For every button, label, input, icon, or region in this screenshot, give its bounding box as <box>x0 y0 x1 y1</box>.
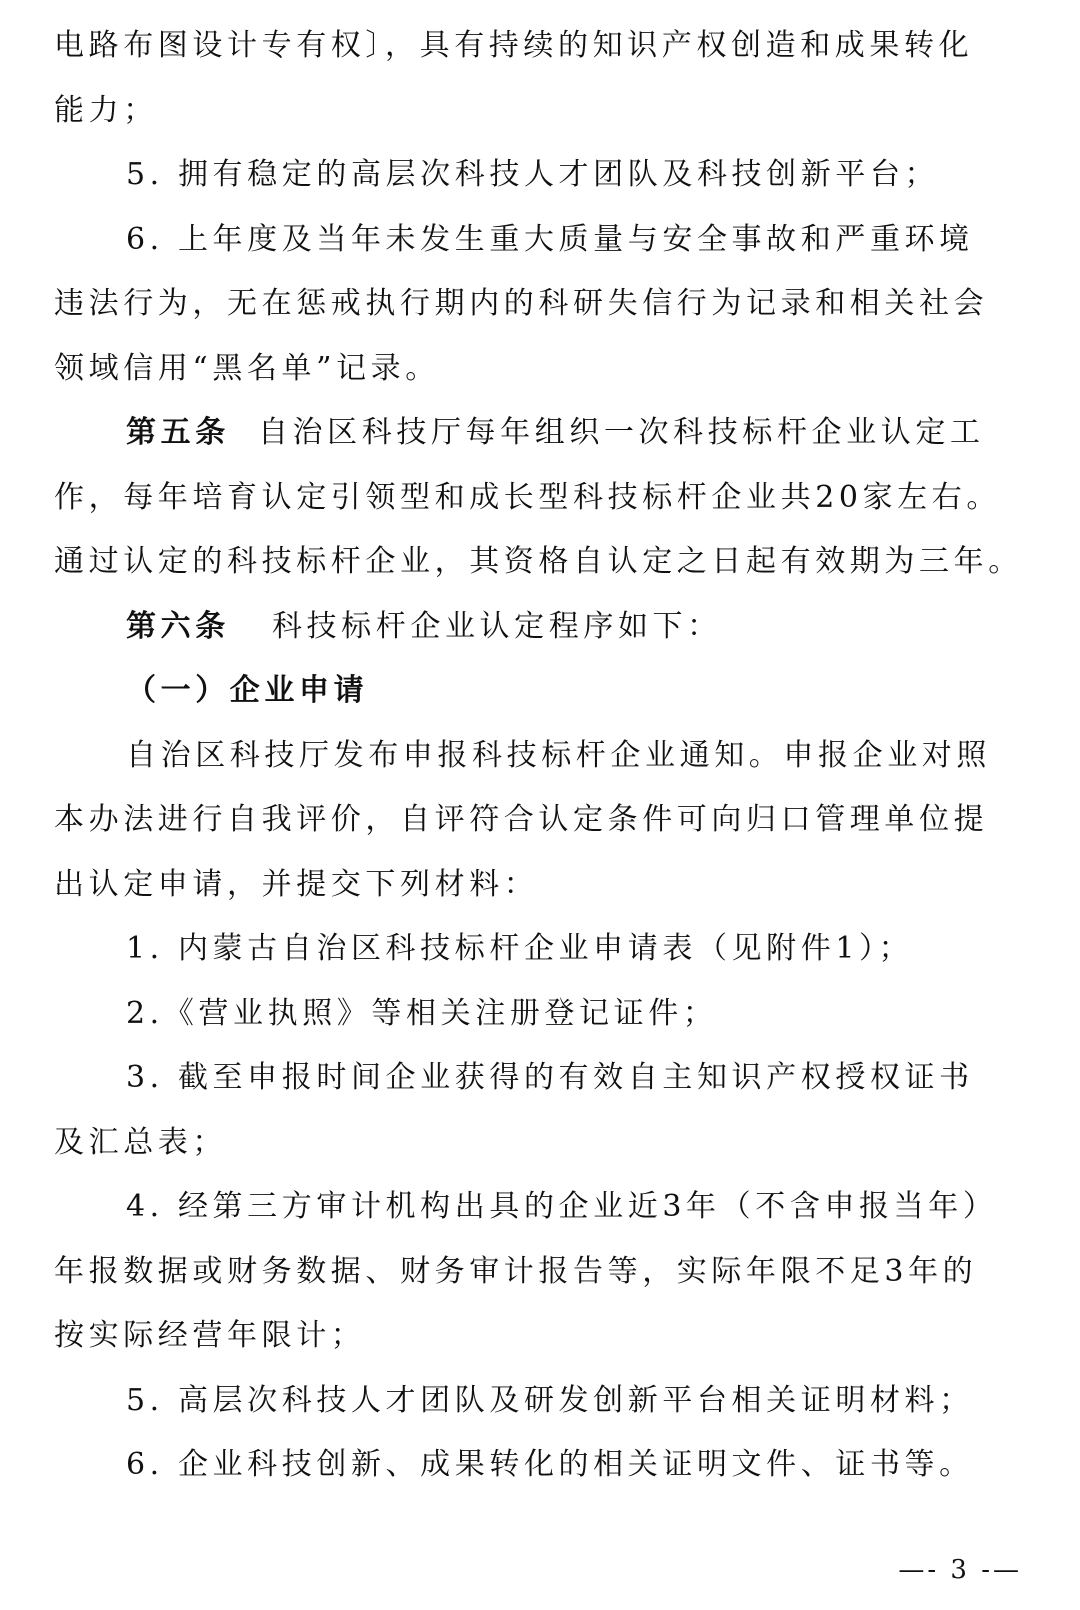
paragraph-line: 作，每年培育认定引领型和成长型科技标杆企业共20家左右。 <box>54 479 1001 515</box>
paragraph-line: 自治区科技厅发布申报科技标杆企业通知。申报企业对照 <box>126 737 991 773</box>
article-heading: 第六条 <box>126 608 230 644</box>
article-six-line <box>54 595 1024 660</box>
list-item: 2.《营业执照》等相关注册登记证件； <box>126 995 718 1031</box>
paragraph-line: 本办法进行自我评价，自评符合认定条件可向归口管理单位提 <box>54 802 989 837</box>
list-item: 4. 经第三方审计机构出具的企业近3年（不含申报当年） <box>126 1189 998 1224</box>
article-text: 自治区科技厅每年组织一次科技标杆企业认定工 <box>257 415 985 450</box>
paragraph-line: 能力； <box>54 92 158 128</box>
article-five-line <box>54 401 1024 466</box>
list-item: 3. 截至申报时间企业获得的有效自主知识产权授权证书 <box>126 1060 974 1095</box>
paragraph-line: 年报数据或财务数据、财务审计报告等，实际年限不足3年的 <box>54 1253 978 1289</box>
page-number: —- 3 -— <box>898 1555 1022 1585</box>
paragraph-line: 通过认定的科技标杆企业，其资格自认定之日起有效期为三年。 <box>54 544 1023 579</box>
article-heading: 第五条 <box>126 415 230 450</box>
list-item: 6. 企业科技创新、成果转化的相关证明文件、证书等。 <box>126 1447 974 1482</box>
list-item: 5. 高层次科技人才团队及研发创新平台相关证明材料； <box>126 1382 974 1418</box>
article-text: 科技标杆企业认定程序如下： <box>271 608 722 644</box>
paragraph-line: 出认定申请，并提交下列材料： <box>54 866 539 902</box>
list-item: 5. 拥有稳定的高层次科技人才团队及科技创新平台； <box>126 157 940 192</box>
section-heading: （一）企业申请 <box>126 673 369 708</box>
list-item: 1. 内蒙古自治区科技标杆企业申请表（见附件1）； <box>126 931 914 966</box>
document-body <box>54 14 1024 1498</box>
paragraph-line: 按实际经营年限计； <box>54 1318 366 1353</box>
list-item: 6. 上年度及当年未发生重大质量与安全事故和严重环境 <box>126 221 974 257</box>
paragraph-line: 电路布图设计专有权〕，具有持续的知识产权创造和成果转化 <box>54 28 974 63</box>
paragraph-line: 违法行为，无在惩戒执行期内的科研失信行为记录和相关社会 <box>54 286 989 321</box>
paragraph-line: 及汇总表； <box>54 1124 227 1160</box>
paragraph-line: 领域信用“黑名单”记录。 <box>54 350 440 386</box>
